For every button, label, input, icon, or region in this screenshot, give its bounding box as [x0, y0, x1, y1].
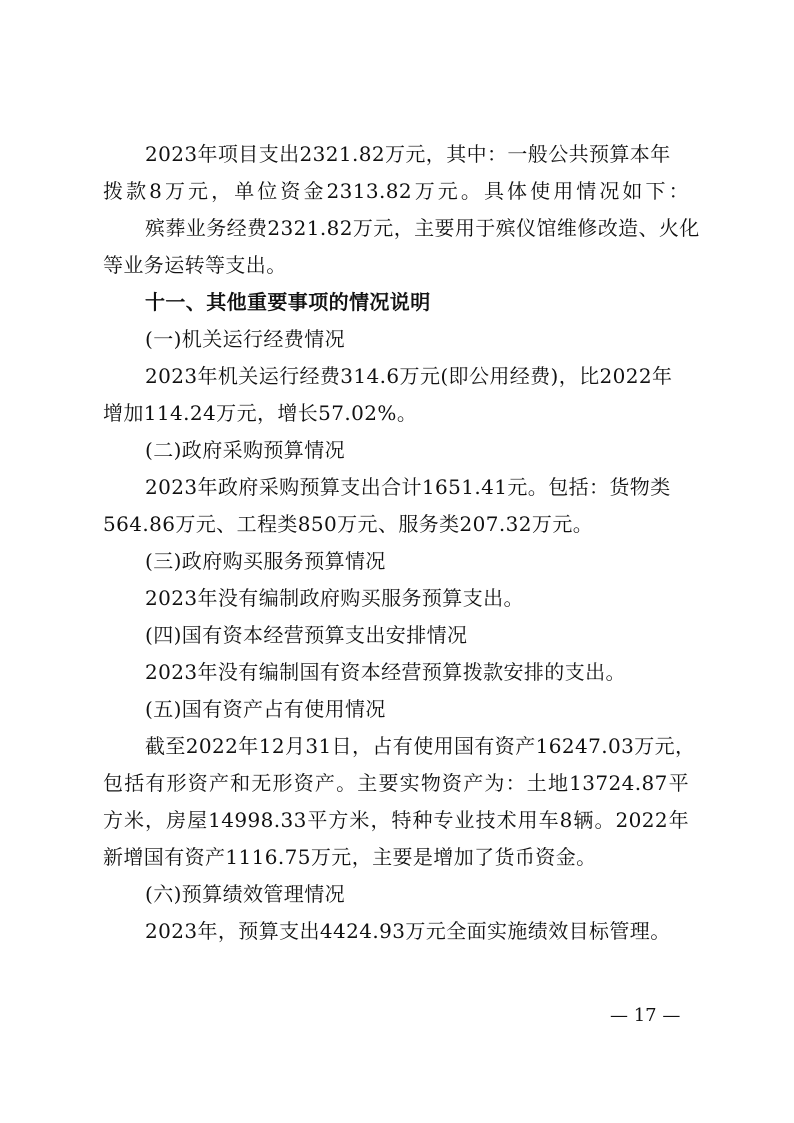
paragraph-line: 2023年没有编制国有资本经营预算拨款安排的支出。 [145, 660, 626, 684]
paragraph-line: 增加114.24万元，增长57.02%。 [103, 401, 418, 425]
paragraph-line: 截至2022年12月31日，占有使用国有资产16247.03万元， [145, 734, 696, 758]
subsection-heading: (五)国有资产占有使用情况 [145, 697, 386, 721]
subsection-heading: (三)政府购买服务预算情况 [145, 549, 386, 573]
subsection-heading: (二)政府采购预算情况 [145, 438, 346, 462]
document-body [103, 136, 700, 950]
paragraph-line: 2023年机关运行经费314.6万元(即公用经费)，比2022年 [145, 364, 673, 388]
paragraph-line: 方米，房屋14998.33平方米，特种专业技术用车8辆。2022年 [103, 808, 689, 832]
page-number: — 17 — [610, 1005, 681, 1026]
paragraph-line: 2023年，预算支出4424.93万元全面实施绩效目标管理。 [145, 919, 671, 943]
paragraph-line: 新增国有资产1116.75万元，主要是增加了货币资金。 [103, 845, 597, 869]
paragraph-line: 拨款8万元，单位资金2313.82万元。具体使用情况如下： [103, 179, 689, 203]
section-heading: 十一、其他重要事项的情况说明 [145, 290, 431, 314]
paragraph-line: 2023年政府采购预算支出合计1651.41元。包括：货物类 [145, 475, 671, 499]
paragraph-line: 2023年没有编制政府购买服务预算支出。 [145, 586, 524, 610]
paragraph-line: 等业务运转等支出。 [103, 253, 287, 277]
subsection-heading: (六)预算绩效管理情况 [145, 882, 346, 906]
paragraph-line: 包括有形资产和无形资产。主要实物资产为：土地13724.87平 [103, 771, 689, 795]
subsection-heading: (四)国有资本经营预算支出安排情况 [145, 623, 468, 647]
paragraph-line: 564.86万元、工程类850万元、服务类207.32万元。 [103, 512, 594, 536]
paragraph-line: 2023年项目支出2321.82万元，其中：一般公共预算本年 [145, 142, 671, 166]
subsection-heading: (一)机关运行经费情况 [145, 327, 346, 351]
paragraph-line: 殡葬业务经费2321.82万元，主要用于殡仪馆维修改造、火化 [145, 216, 700, 240]
